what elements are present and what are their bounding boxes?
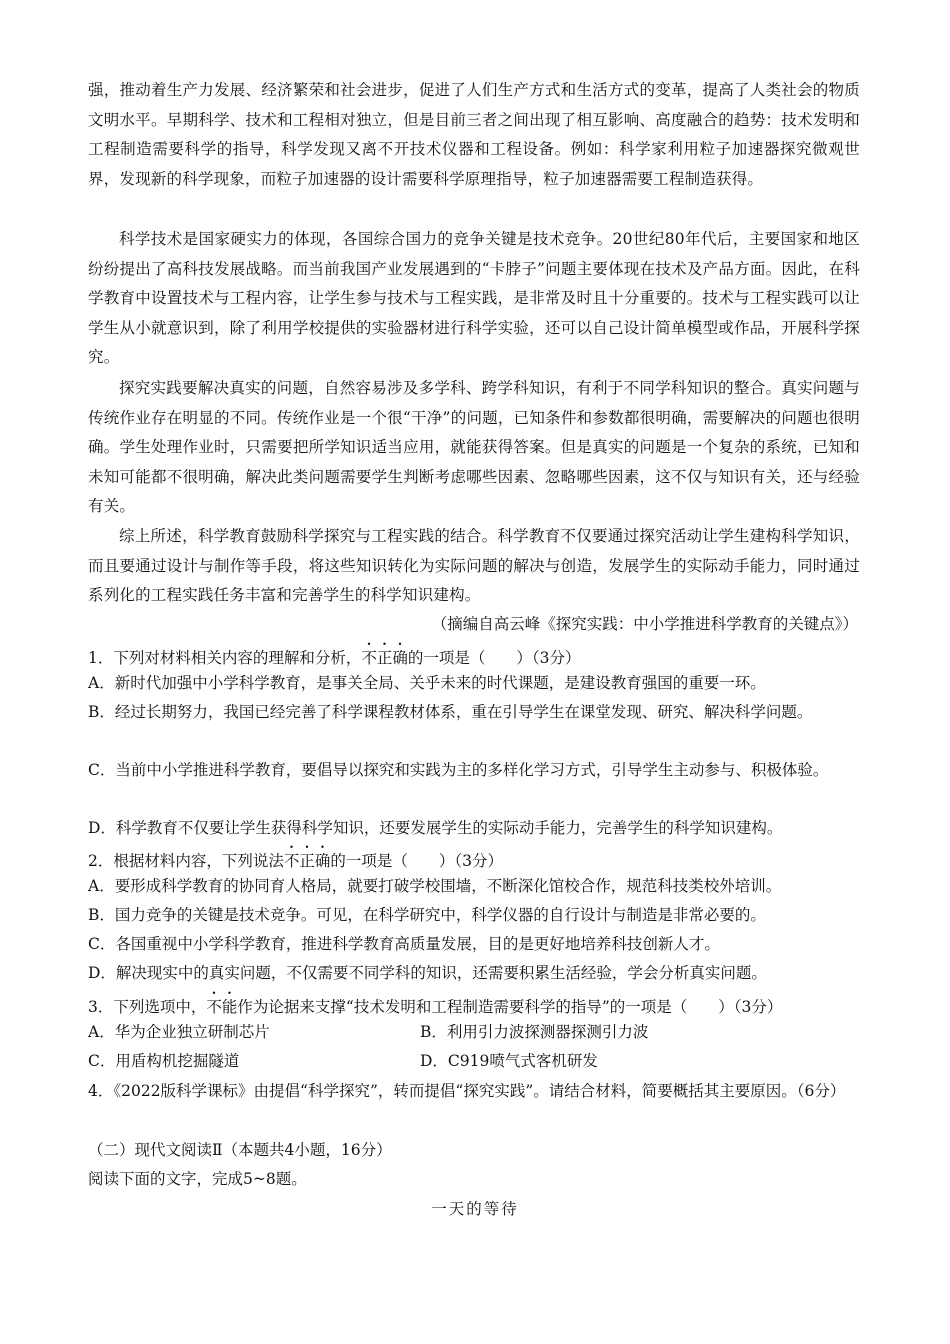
question-3-option-c: C．用盾构机挖掘隧道	[88, 1052, 240, 1070]
passage-paragraph-3: 探究实践要解决真实的问题，自然容易涉及多学科、跨学科知识，有利于不同学科知识的整合。真实问题与传统作业存在明显的不同。传统作业是一个很“干净”的问题，已知条件和参数都很明确，需要解决的问题也很明确。学生处理作业时，只需要把所学知识适当应用，就能获得答案。但是真实的问题是一个复杂的系统，已知和未知可能都不很明确，解决此类问题需要学生判断考虑哪些因素、忽略哪些因素，这不仅与知识有关，还与经验有关。	[88, 379, 860, 516]
question-1-option-b: B．经过长期努力，我国已经完善了科学课程教材体系，重在引导学生在课堂发现、研究、解决科学问题。	[88, 703, 813, 721]
question-2-stem-post: 的一项是（ ）（3分）	[330, 852, 504, 870]
article-title: 一天的等待	[431, 1200, 519, 1218]
section-2-heading: （二）现代文阅读Ⅱ（本题共4小题，16分）	[88, 1141, 392, 1159]
question-2-emphasis: 不正确	[283, 852, 331, 870]
question-3-stem-post: 作为论据来支撑“技术发明和工程制造需要科学的指导”的一项是（ ）（3分）	[237, 998, 783, 1016]
passage-paragraph-2: 科学技术是国家硬实力的体现，各国综合国力的竞争关键是技术竞争。20世纪80年代后，主要国家和地区纷纷提出了高科技发展战略。而当前我国产业发展遇到的“卡脖子”问题主要体现在技术及产品方面。因此，在科学教育中设置技术与工程内容，让学生参与技术与工程实践，是非常及时且十分重要的。技术与工程实践可以让学生从小就意识到，除了利用学校提供的实验器材进行科学实验，还可以自己设计简单模型或作品，开展科学探究。	[88, 230, 860, 367]
question-3-emphasis: 不能	[206, 998, 238, 1016]
passage-source: （摘编自高云峰《探究实践：中小学推进科学教育的关键点》）	[431, 615, 858, 633]
question-1-option-d: D．科学教育不仅要让学生获得科学知识，还要发展学生的实际动手能力，完善学生的科学知识建构。	[88, 819, 783, 837]
question-1-option-a: A．新时代加强中小学科学教育，是事关全局、关乎未来的时代课题，是建设教育强国的重要一环。	[88, 674, 766, 692]
section-2-instruction: 阅读下面的文字，完成5~8题。	[88, 1170, 307, 1188]
question-2-option-c: C．各国重视中小学科学教育，推进科学教育高质量发展，目的是更好地培养科技创新人才。	[88, 935, 720, 953]
passage-paragraph-1: 强，推动着生产力发展、经济繁荣和社会进步，促进了人们生产方式和生活方式的变革，提高了人类社会的物质文明水平。早期科学、技术和工程相对独立，但是目前三者之间出现了相互影响、高度融合的趋势：技术发明和工程制造需要科学的指导，科学发现又离不开技术仪器和工程设备。例如：科学家利用粒子加速器探究微观世界，发现新的科学现象，而粒子加速器的设计需要科学原理指导，粒子加速器需要工程制造获得。	[88, 81, 860, 188]
question-3-option-b: B．利用引力波探测器探测引力波	[420, 1023, 649, 1041]
question-3-option-d: D．C919喷气式客机研发	[420, 1052, 598, 1070]
question-1-stem-pre: 1．下列对材料相关内容的理解和分析，	[88, 649, 362, 667]
question-2-stem-pre: 2．根据材料内容，下列说法	[88, 852, 284, 870]
question-3-stem-pre: 3．下列选项中，	[88, 998, 207, 1016]
question-1-emphasis: 不正确	[361, 649, 408, 667]
question-2-option-b: B．国力竞争的关键是技术竞争。可见，在科学研究中，科学仪器的自行设计与制造是非常必要的。	[88, 906, 766, 924]
question-3-option-a: A．华为企业独立研制芯片	[88, 1023, 270, 1041]
question-4-stem: 4．《2022版科学课标》由提倡“科学探究”，转而提倡“探究实践”。请结合材料，简要概括其主要原因。（6分）	[88, 1082, 846, 1100]
passage-paragraph-4: 综上所述，科学教育鼓励科学探究与工程实践的结合。科学教育不仅要通过探究活动让学生建构科学知识，而且要通过设计与制作等手段，将这些知识转化为实际问题的解决与创造，发展学生的实际动手能力，同时通过系列化的工程实践任务丰富和完善学生的科学知识建构。	[88, 527, 860, 605]
question-1-stem-post: 的一项是（ ）（3分）	[407, 649, 581, 667]
question-1-option-c: C．当前中小学推进科学教育，要倡导以探究和实践为主的多样化学习方式，引导学生主动参与、积极体验。	[88, 761, 829, 779]
question-2-option-a: A．要形成科学教育的协同育人格局，就要打破学校围墙，不断深化馆校合作，规范科技类校外培训。	[88, 877, 782, 895]
question-2-option-d: D．解决现实中的真实问题，不仅需要不同学科的知识，还需要积累生活经验，学会分析真实问题。	[88, 964, 767, 982]
